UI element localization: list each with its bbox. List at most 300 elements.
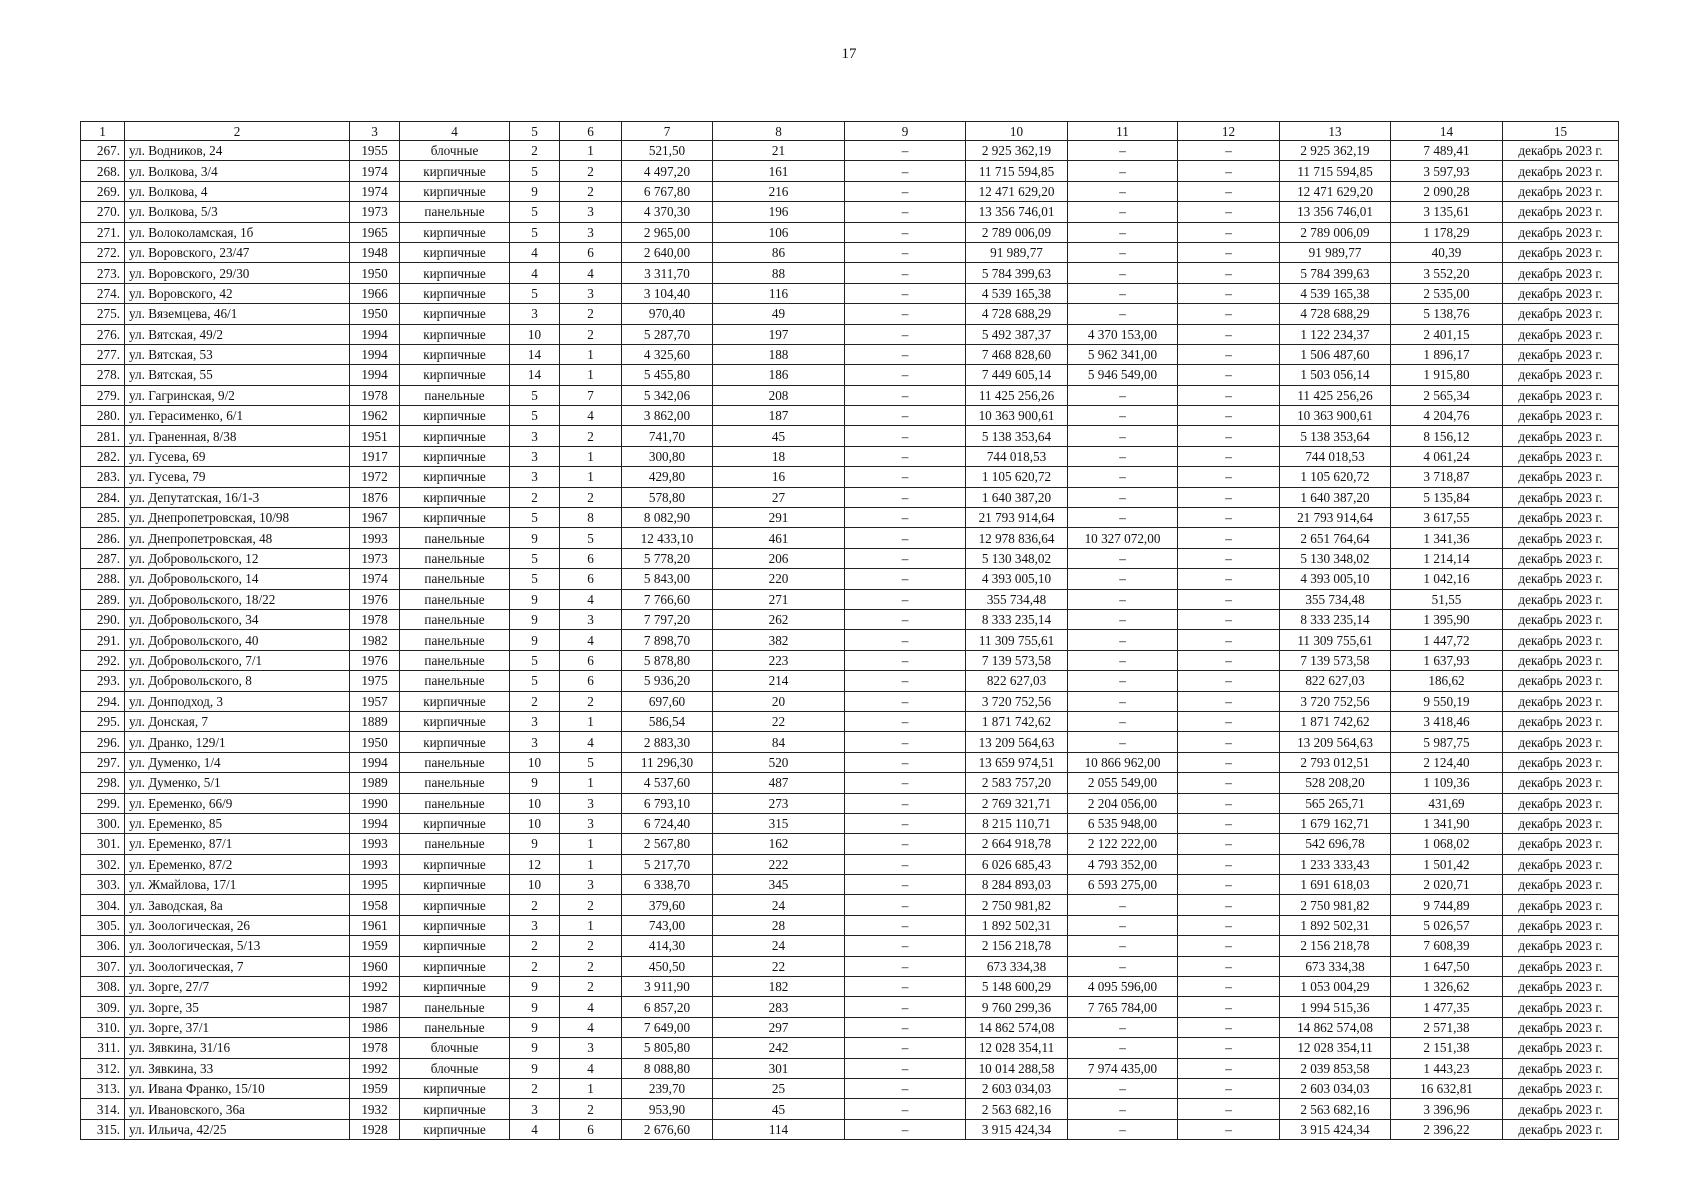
wall-material-cell: панельные: [400, 548, 510, 568]
residents-cell: 28: [713, 915, 845, 935]
wall-material-cell: панельные: [400, 773, 510, 793]
area-cell: 379,60: [622, 895, 713, 915]
cost-per-sqm-cell: 3 418,46: [1391, 711, 1503, 731]
row-number-cell: 299.: [81, 793, 125, 813]
residents-cell: 283: [713, 997, 845, 1017]
residents-cell: 382: [713, 630, 845, 650]
address-cell: ул. Ивановского, 36а: [125, 1099, 350, 1119]
year-cell: 1950: [350, 304, 400, 324]
col9-cell: –: [845, 324, 966, 344]
housing-registry-table: [80, 121, 1619, 1140]
deadline-cell: декабрь 2023 г.: [1503, 793, 1619, 813]
wall-material-cell: кирпичные: [400, 508, 510, 528]
residents-cell: 22: [713, 711, 845, 731]
floors-cell: 2: [510, 936, 560, 956]
area-cell: 743,00: [622, 915, 713, 935]
col13-cost-cell: 1 233 333,43: [1280, 854, 1391, 874]
col12-cell: –: [1178, 569, 1280, 589]
col11-cell: –: [1068, 609, 1178, 629]
col13-cost-cell: 2 789 006,09: [1280, 222, 1391, 242]
col13-cost-cell: 1 892 502,31: [1280, 915, 1391, 935]
entrances-cell: 4: [560, 589, 622, 609]
row-number-cell: 301.: [81, 834, 125, 854]
floors-cell: 5: [510, 222, 560, 242]
address-cell: ул. Депутатская, 16/1-3: [125, 487, 350, 507]
floors-cell: 9: [510, 997, 560, 1017]
col9-cell: –: [845, 915, 966, 935]
cost-per-sqm-cell: 1 477,35: [1391, 997, 1503, 1017]
row-number-cell: 295.: [81, 711, 125, 731]
deadline-cell: декабрь 2023 г.: [1503, 365, 1619, 385]
entrances-cell: 3: [560, 202, 622, 222]
floors-cell: 4: [510, 242, 560, 262]
total-cost-cell: 1 892 502,31: [966, 915, 1068, 935]
col11-cell: –: [1068, 487, 1178, 507]
row-number-cell: 291.: [81, 630, 125, 650]
col12-cell: –: [1178, 141, 1280, 161]
floors-cell: 3: [510, 467, 560, 487]
floors-cell: 3: [510, 426, 560, 446]
deadline-cell: декабрь 2023 г.: [1503, 671, 1619, 691]
column-header: 12: [1178, 122, 1280, 141]
col13-cost-cell: 14 862 574,08: [1280, 1017, 1391, 1037]
floors-cell: 5: [510, 283, 560, 303]
col12-cell: –: [1178, 161, 1280, 181]
residents-cell: 297: [713, 1017, 845, 1037]
col13-cost-cell: 822 627,03: [1280, 671, 1391, 691]
year-cell: 1917: [350, 446, 400, 466]
col11-cell: 4 370 153,00: [1068, 324, 1178, 344]
deadline-cell: декабрь 2023 г.: [1503, 263, 1619, 283]
deadline-cell: декабрь 2023 г.: [1503, 222, 1619, 242]
col12-cell: –: [1178, 548, 1280, 568]
total-cost-cell: 5 148 600,29: [966, 977, 1068, 997]
col13-cost-cell: 4 393 005,10: [1280, 569, 1391, 589]
col11-cell: –: [1068, 711, 1178, 731]
row-number-cell: 314.: [81, 1099, 125, 1119]
col12-cell: –: [1178, 446, 1280, 466]
floors-cell: 2: [510, 691, 560, 711]
wall-material-cell: кирпичные: [400, 691, 510, 711]
floors-cell: 9: [510, 609, 560, 629]
residents-cell: 301: [713, 1058, 845, 1078]
address-cell: ул. Днепропетровская, 10/98: [125, 508, 350, 528]
row-number-cell: 268.: [81, 161, 125, 181]
floors-cell: 9: [510, 977, 560, 997]
row-number-cell: 276.: [81, 324, 125, 344]
col9-cell: –: [845, 997, 966, 1017]
total-cost-cell: 13 659 974,51: [966, 752, 1068, 772]
col12-cell: –: [1178, 385, 1280, 405]
floors-cell: 3: [510, 915, 560, 935]
col12-cell: –: [1178, 630, 1280, 650]
col9-cell: –: [845, 385, 966, 405]
column-header: 8: [713, 122, 845, 141]
col11-cell: –: [1068, 202, 1178, 222]
column-header: 4: [400, 122, 510, 141]
address-cell: ул. Волоколамская, 1б: [125, 222, 350, 242]
floors-cell: 5: [510, 508, 560, 528]
total-cost-cell: 11 425 256,26: [966, 385, 1068, 405]
col12-cell: –: [1178, 508, 1280, 528]
wall-material-cell: кирпичные: [400, 1099, 510, 1119]
row-number-cell: 278.: [81, 365, 125, 385]
residents-cell: 197: [713, 324, 845, 344]
deadline-cell: декабрь 2023 г.: [1503, 446, 1619, 466]
deadline-cell: декабрь 2023 г.: [1503, 181, 1619, 201]
col11-cell: –: [1068, 1099, 1178, 1119]
table-row: [81, 711, 1619, 731]
cost-per-sqm-cell: 2 020,71: [1391, 875, 1503, 895]
wall-material-cell: кирпичные: [400, 936, 510, 956]
entrances-cell: 8: [560, 508, 622, 528]
total-cost-cell: 2 925 362,19: [966, 141, 1068, 161]
wall-material-cell: кирпичные: [400, 242, 510, 262]
total-cost-cell: 355 734,48: [966, 589, 1068, 609]
address-cell: ул. Зоологическая, 7: [125, 956, 350, 976]
col11-cell: –: [1068, 181, 1178, 201]
row-number-cell: 312.: [81, 1058, 125, 1078]
wall-material-cell: кирпичные: [400, 1078, 510, 1098]
cost-per-sqm-cell: 51,55: [1391, 589, 1503, 609]
table-row: [81, 997, 1619, 1017]
col13-cost-cell: 11 425 256,26: [1280, 385, 1391, 405]
wall-material-cell: кирпичные: [400, 324, 510, 344]
table-row: [81, 263, 1619, 283]
year-cell: 1976: [350, 589, 400, 609]
residents-cell: 18: [713, 446, 845, 466]
row-number-cell: 285.: [81, 508, 125, 528]
cost-per-sqm-cell: 2 124,40: [1391, 752, 1503, 772]
residents-cell: 271: [713, 589, 845, 609]
entrances-cell: 2: [560, 956, 622, 976]
deadline-cell: декабрь 2023 г.: [1503, 752, 1619, 772]
row-number-cell: 296.: [81, 732, 125, 752]
residents-cell: 24: [713, 936, 845, 956]
col12-cell: –: [1178, 1078, 1280, 1098]
floors-cell: 3: [510, 446, 560, 466]
col11-cell: –: [1068, 222, 1178, 242]
col9-cell: –: [845, 406, 966, 426]
col13-cost-cell: 2 925 362,19: [1280, 141, 1391, 161]
col11-cell: 7 765 784,00: [1068, 997, 1178, 1017]
area-cell: 3 311,70: [622, 263, 713, 283]
cost-per-sqm-cell: 5 987,75: [1391, 732, 1503, 752]
deadline-cell: декабрь 2023 г.: [1503, 609, 1619, 629]
address-cell: ул. Вяземцева, 46/1: [125, 304, 350, 324]
col11-cell: 4 793 352,00: [1068, 854, 1178, 874]
area-cell: 2 676,60: [622, 1119, 713, 1139]
cost-per-sqm-cell: 1 326,62: [1391, 977, 1503, 997]
total-cost-cell: 9 760 299,36: [966, 997, 1068, 1017]
row-number-cell: 273.: [81, 263, 125, 283]
wall-material-cell: кирпичные: [400, 222, 510, 242]
table-row: [81, 793, 1619, 813]
year-cell: 1972: [350, 467, 400, 487]
row-number-cell: 281.: [81, 426, 125, 446]
area-cell: 953,90: [622, 1099, 713, 1119]
area-cell: 429,80: [622, 467, 713, 487]
year-cell: 1974: [350, 569, 400, 589]
row-number-cell: 311.: [81, 1038, 125, 1058]
floors-cell: 5: [510, 406, 560, 426]
col12-cell: –: [1178, 936, 1280, 956]
residents-cell: 114: [713, 1119, 845, 1139]
deadline-cell: декабрь 2023 г.: [1503, 732, 1619, 752]
year-cell: 1973: [350, 202, 400, 222]
col12-cell: –: [1178, 895, 1280, 915]
deadline-cell: декабрь 2023 г.: [1503, 344, 1619, 364]
col12-cell: –: [1178, 365, 1280, 385]
residents-cell: 291: [713, 508, 845, 528]
col11-cell: 6 593 275,00: [1068, 875, 1178, 895]
col11-cell: –: [1068, 406, 1178, 426]
table-row: [81, 732, 1619, 752]
entrances-cell: 1: [560, 854, 622, 874]
deadline-cell: декабрь 2023 г.: [1503, 548, 1619, 568]
cost-per-sqm-cell: 4 061,24: [1391, 446, 1503, 466]
wall-material-cell: панельные: [400, 834, 510, 854]
col13-cost-cell: 91 989,77: [1280, 242, 1391, 262]
col13-cost-cell: 2 750 981,82: [1280, 895, 1391, 915]
table-row: [81, 609, 1619, 629]
address-cell: ул. Гусева, 79: [125, 467, 350, 487]
entrances-cell: 3: [560, 609, 622, 629]
table-row: [81, 773, 1619, 793]
area-cell: 5 217,70: [622, 854, 713, 874]
residents-cell: 45: [713, 426, 845, 446]
table-row: [81, 344, 1619, 364]
table-row: [81, 528, 1619, 548]
entrances-cell: 1: [560, 834, 622, 854]
cost-per-sqm-cell: 2 535,00: [1391, 283, 1503, 303]
area-cell: 4 497,20: [622, 161, 713, 181]
table-row: [81, 426, 1619, 446]
floors-cell: 2: [510, 1078, 560, 1098]
cost-per-sqm-cell: 1 501,42: [1391, 854, 1503, 874]
area-cell: 5 936,20: [622, 671, 713, 691]
row-number-cell: 303.: [81, 875, 125, 895]
col9-cell: –: [845, 202, 966, 222]
area-cell: 239,70: [622, 1078, 713, 1098]
residents-cell: 216: [713, 181, 845, 201]
address-cell: ул. Вятская, 53: [125, 344, 350, 364]
address-cell: ул. Зорге, 35: [125, 997, 350, 1017]
table-header: [81, 122, 1619, 141]
year-cell: 1950: [350, 263, 400, 283]
total-cost-cell: 2 789 006,09: [966, 222, 1068, 242]
col13-cost-cell: 5 130 348,02: [1280, 548, 1391, 568]
area-cell: 4 325,60: [622, 344, 713, 364]
table-row: [81, 548, 1619, 568]
row-number-cell: 304.: [81, 895, 125, 915]
wall-material-cell: панельные: [400, 385, 510, 405]
table-row: [81, 365, 1619, 385]
residents-cell: 214: [713, 671, 845, 691]
row-number-cell: 282.: [81, 446, 125, 466]
residents-cell: 45: [713, 1099, 845, 1119]
floors-cell: 9: [510, 1038, 560, 1058]
row-number-cell: 270.: [81, 202, 125, 222]
entrances-cell: 1: [560, 711, 622, 731]
address-cell: ул. Зявкина, 33: [125, 1058, 350, 1078]
col12-cell: –: [1178, 528, 1280, 548]
address-cell: ул. Дранко, 129/1: [125, 732, 350, 752]
address-cell: ул. Добровольского, 34: [125, 609, 350, 629]
year-cell: 1950: [350, 732, 400, 752]
row-number-cell: 267.: [81, 141, 125, 161]
total-cost-cell: 2 583 757,20: [966, 773, 1068, 793]
floors-cell: 2: [510, 956, 560, 976]
row-number-cell: 283.: [81, 467, 125, 487]
wall-material-cell: кирпичные: [400, 446, 510, 466]
total-cost-cell: 14 862 574,08: [966, 1017, 1068, 1037]
table-row: [81, 691, 1619, 711]
col13-cost-cell: 565 265,71: [1280, 793, 1391, 813]
year-cell: 1928: [350, 1119, 400, 1139]
cost-per-sqm-cell: 7 489,41: [1391, 141, 1503, 161]
entrances-cell: 1: [560, 915, 622, 935]
deadline-cell: декабрь 2023 г.: [1503, 467, 1619, 487]
col9-cell: –: [845, 691, 966, 711]
col11-cell: –: [1068, 508, 1178, 528]
entrances-cell: 3: [560, 1038, 622, 1058]
residents-cell: 116: [713, 283, 845, 303]
col11-cell: 4 095 596,00: [1068, 977, 1178, 997]
area-cell: 5 843,00: [622, 569, 713, 589]
cost-per-sqm-cell: 1 443,23: [1391, 1058, 1503, 1078]
row-number-cell: 313.: [81, 1078, 125, 1098]
row-number-cell: 290.: [81, 609, 125, 629]
address-cell: ул. Водников, 24: [125, 141, 350, 161]
entrances-cell: 2: [560, 895, 622, 915]
total-cost-cell: 2 664 918,78: [966, 834, 1068, 854]
col12-cell: –: [1178, 671, 1280, 691]
floors-cell: 9: [510, 1058, 560, 1078]
address-cell: ул. Зоологическая, 26: [125, 915, 350, 935]
address-cell: ул. Зорге, 37/1: [125, 1017, 350, 1037]
wall-material-cell: панельные: [400, 528, 510, 548]
col11-cell: –: [1068, 671, 1178, 691]
col11-cell: –: [1068, 569, 1178, 589]
address-cell: ул. Воровского, 42: [125, 283, 350, 303]
col11-cell: –: [1068, 304, 1178, 324]
column-header: 10: [966, 122, 1068, 141]
col12-cell: –: [1178, 732, 1280, 752]
area-cell: 5 778,20: [622, 548, 713, 568]
area-cell: 578,80: [622, 487, 713, 507]
col9-cell: –: [845, 773, 966, 793]
col9-cell: –: [845, 487, 966, 507]
residents-cell: 206: [713, 548, 845, 568]
total-cost-cell: 13 356 746,01: [966, 202, 1068, 222]
col12-cell: –: [1178, 834, 1280, 854]
cost-per-sqm-cell: 5 138,76: [1391, 304, 1503, 324]
deadline-cell: декабрь 2023 г.: [1503, 834, 1619, 854]
col12-cell: –: [1178, 956, 1280, 976]
total-cost-cell: 11 309 755,61: [966, 630, 1068, 650]
total-cost-cell: 12 471 629,20: [966, 181, 1068, 201]
table-row: [81, 222, 1619, 242]
entrances-cell: 2: [560, 977, 622, 997]
residents-cell: 86: [713, 242, 845, 262]
col11-cell: –: [1068, 548, 1178, 568]
entrances-cell: 5: [560, 752, 622, 772]
wall-material-cell: кирпичные: [400, 977, 510, 997]
entrances-cell: 4: [560, 1017, 622, 1037]
entrances-cell: 2: [560, 691, 622, 711]
col11-cell: –: [1068, 691, 1178, 711]
col13-cost-cell: 1 503 056,14: [1280, 365, 1391, 385]
residents-cell: 520: [713, 752, 845, 772]
area-cell: 8 088,80: [622, 1058, 713, 1078]
cost-per-sqm-cell: 5 026,57: [1391, 915, 1503, 935]
total-cost-cell: 7 449 605,14: [966, 365, 1068, 385]
area-cell: 586,54: [622, 711, 713, 731]
total-cost-cell: 91 989,77: [966, 242, 1068, 262]
col12-cell: –: [1178, 426, 1280, 446]
year-cell: 1994: [350, 365, 400, 385]
col11-cell: 5 946 549,00: [1068, 365, 1178, 385]
deadline-cell: декабрь 2023 г.: [1503, 569, 1619, 589]
total-cost-cell: 4 728 688,29: [966, 304, 1068, 324]
cost-per-sqm-cell: 7 608,39: [1391, 936, 1503, 956]
col13-cost-cell: 13 356 746,01: [1280, 202, 1391, 222]
address-cell: ул. Заводская, 8а: [125, 895, 350, 915]
year-cell: 1958: [350, 895, 400, 915]
col9-cell: –: [845, 365, 966, 385]
entrances-cell: 3: [560, 813, 622, 833]
year-cell: 1932: [350, 1099, 400, 1119]
residents-cell: 345: [713, 875, 845, 895]
address-cell: ул. Волкова, 3/4: [125, 161, 350, 181]
col9-cell: –: [845, 936, 966, 956]
col11-cell: –: [1068, 161, 1178, 181]
col13-cost-cell: 1 053 004,29: [1280, 977, 1391, 997]
col11-cell: –: [1068, 1119, 1178, 1139]
area-cell: 2 883,30: [622, 732, 713, 752]
area-cell: 4 370,30: [622, 202, 713, 222]
cost-per-sqm-cell: 1 042,16: [1391, 569, 1503, 589]
year-cell: 1993: [350, 854, 400, 874]
address-cell: ул. Зорге, 27/7: [125, 977, 350, 997]
cost-per-sqm-cell: 2 151,38: [1391, 1038, 1503, 1058]
column-header: 3: [350, 122, 400, 141]
area-cell: 5 342,06: [622, 385, 713, 405]
area-cell: 970,40: [622, 304, 713, 324]
year-cell: 1987: [350, 997, 400, 1017]
address-cell: ул. Думенко, 5/1: [125, 773, 350, 793]
wall-material-cell: блочные: [400, 141, 510, 161]
floors-cell: 10: [510, 752, 560, 772]
col12-cell: –: [1178, 1038, 1280, 1058]
cost-per-sqm-cell: 3 552,20: [1391, 263, 1503, 283]
table-row: [81, 1078, 1619, 1098]
table-row: [81, 181, 1619, 201]
col12-cell: –: [1178, 222, 1280, 242]
col9-cell: –: [845, 732, 966, 752]
deadline-cell: декабрь 2023 г.: [1503, 528, 1619, 548]
address-cell: ул. Еременко, 87/1: [125, 834, 350, 854]
col13-cost-cell: 1 691 618,03: [1280, 875, 1391, 895]
column-header: 13: [1280, 122, 1391, 141]
entrances-cell: 2: [560, 426, 622, 446]
deadline-cell: декабрь 2023 г.: [1503, 854, 1619, 874]
col13-cost-cell: 2 603 034,03: [1280, 1078, 1391, 1098]
floors-cell: 10: [510, 813, 560, 833]
col11-cell: 5 962 341,00: [1068, 344, 1178, 364]
year-cell: 1990: [350, 793, 400, 813]
